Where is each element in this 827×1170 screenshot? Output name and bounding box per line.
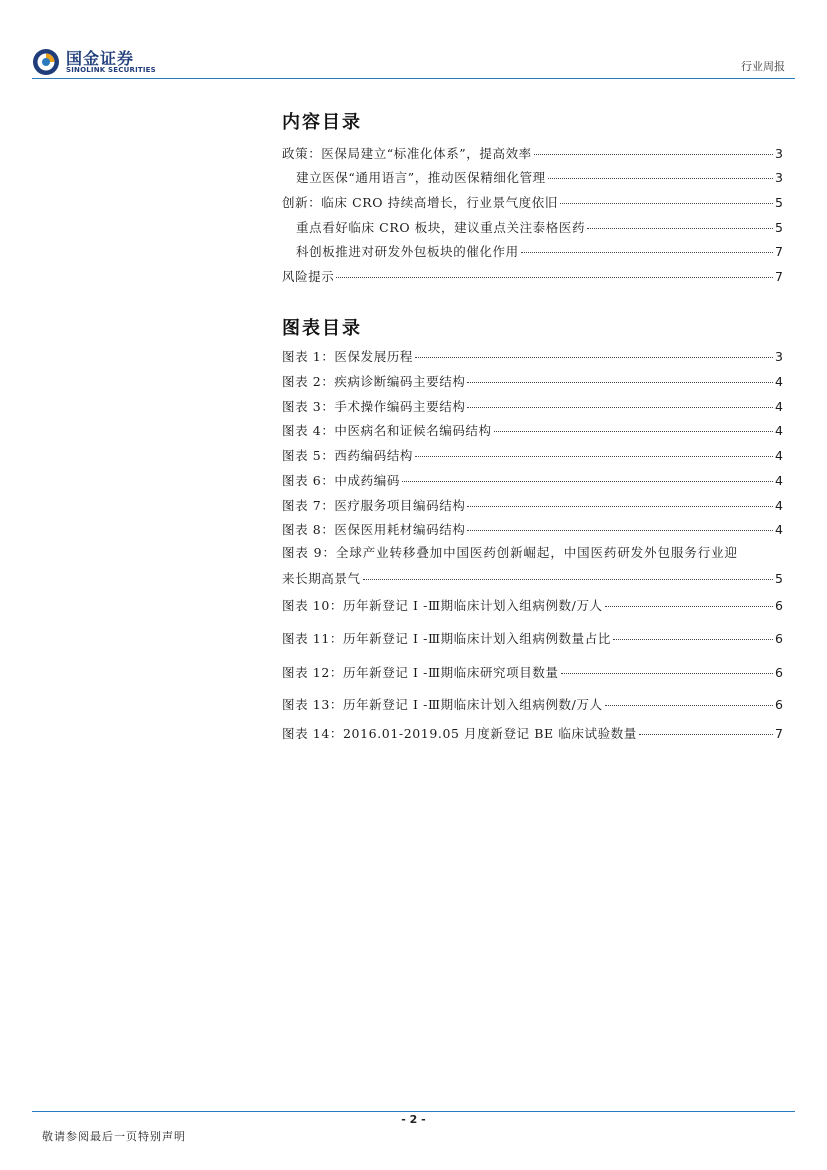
figure-item[interactable] — [282, 695, 783, 713]
toc-item-page: 7 — [775, 269, 783, 284]
leader-dots — [363, 578, 773, 580]
toc-item-label: 科创板推进对研发外包板块的催化作用 — [296, 244, 519, 259]
figure-item-label-line2: 来长期高景气 — [282, 571, 361, 586]
figure-item-page: 3 — [775, 349, 783, 364]
figure-item[interactable] — [282, 496, 783, 514]
figure-item-label: 图表 4：中医病名和证候名编码结构 — [282, 423, 492, 438]
figure-item[interactable] — [282, 663, 783, 681]
leader-dots — [560, 202, 773, 204]
leader-dots — [548, 177, 773, 179]
logo-chinese-name: 国金证券 — [66, 49, 135, 68]
toc-item-label: 风险提示 — [282, 269, 335, 284]
leader-dots — [605, 605, 773, 607]
toc-item-label: 政策：医保局建立“标准化体系”，提高效率 — [282, 146, 532, 161]
toc-item-label: 创新：临床 CRO 持续高增长，行业景气度依旧 — [282, 195, 558, 210]
leader-dots — [494, 430, 773, 432]
figure-item-label: 图表 2：疾病诊断编码主要结构 — [282, 374, 466, 389]
figure-item[interactable] — [282, 397, 783, 415]
figure-item[interactable] — [282, 347, 783, 365]
figure-item[interactable] — [282, 446, 783, 464]
figure-item-page: 4 — [775, 498, 783, 513]
leader-dots — [402, 480, 773, 482]
figure-item[interactable] — [282, 421, 783, 439]
leader-dots — [521, 251, 773, 253]
figure-item[interactable] — [282, 471, 783, 489]
figure-item-label: 图表 12：历年新登记 I -Ⅲ期临床研究项目数量 — [282, 665, 559, 680]
page-number: - 2 - — [401, 1113, 426, 1126]
figure-item-line2 — [282, 569, 783, 587]
toc-item[interactable] — [282, 193, 783, 211]
leader-dots — [467, 529, 773, 531]
leader-dots — [639, 733, 773, 735]
toc-item-page: 3 — [775, 146, 783, 161]
figure-item-label: 图表 3：手术操作编码主要结构 — [282, 399, 466, 414]
toc-item[interactable] — [296, 168, 783, 186]
figure-item-page: 4 — [775, 522, 783, 537]
figure-item-label: 图表 14：2016.01-2019.05 月度新登记 BE 临床试验数量 — [282, 726, 637, 741]
figure-item-page: 6 — [775, 598, 783, 613]
toc-item-page: 3 — [775, 170, 783, 185]
leader-dots — [467, 381, 773, 383]
figure-item[interactable] — [282, 372, 783, 390]
toc-item-label: 建立医保“通用语言”，推动医保精细化管理 — [296, 170, 546, 185]
leader-dots — [587, 227, 773, 229]
toc-item-label: 重点看好临床 CRO 板块，建议重点关注泰格医药 — [296, 220, 586, 235]
toc-item-page: 7 — [775, 244, 783, 259]
figure-item-label: 图表 8：医保医用耗材编码结构 — [282, 522, 466, 537]
figure-item-label: 图表 1：医保发展历程 — [282, 349, 414, 364]
toc-item[interactable] — [282, 267, 783, 285]
footer-divider — [32, 1111, 795, 1112]
figure-item-page: 4 — [775, 448, 783, 463]
figure-item-page: 6 — [775, 631, 783, 646]
contents-title: 内容目录 — [282, 112, 362, 133]
leader-dots — [613, 638, 773, 640]
leader-dots — [467, 505, 773, 507]
figure-item-page: 6 — [775, 665, 783, 680]
figure-item-page: 4 — [775, 374, 783, 389]
disclaimer-note: 敬请参阅最后一页特别声明 — [42, 1130, 186, 1143]
figure-item[interactable] — [282, 629, 783, 647]
figure-item-label: 图表 5：西药编码结构 — [282, 448, 414, 463]
figure-item[interactable] — [282, 724, 783, 742]
leader-dots — [605, 704, 773, 706]
toc-item-page: 5 — [775, 195, 783, 210]
figure-item-label: 图表 6：中成药编码 — [282, 473, 400, 488]
leader-dots — [415, 455, 773, 457]
logo-english-name: SINOLINK SECURITIES — [66, 66, 156, 74]
figure-item-page: 4 — [775, 399, 783, 414]
figures-title: 图表目录 — [282, 318, 362, 339]
figure-item-label-line1: 图表 9：全球产业转移叠加中国医药创新崛起，中国医药研发外包服务行业迎 — [282, 545, 738, 560]
figure-item-label: 图表 11：历年新登记 I -Ⅲ期临床计划入组病例数量占比 — [282, 631, 611, 646]
figure-item-page: 7 — [775, 726, 783, 741]
figure-item[interactable] — [282, 520, 783, 538]
logo-mark-icon — [32, 48, 60, 76]
header-divider — [32, 78, 795, 79]
toc-item[interactable] — [282, 144, 783, 162]
report-type-label: 行业周报 — [741, 60, 785, 73]
figure-item-page: 5 — [775, 571, 783, 586]
company-logo — [32, 46, 162, 78]
leader-dots — [561, 672, 774, 674]
leader-dots — [415, 356, 773, 358]
toc-item-page: 5 — [775, 220, 783, 235]
figure-item[interactable] — [282, 596, 783, 614]
figure-item-page: 6 — [775, 697, 783, 712]
leader-dots — [534, 153, 773, 155]
figure-item-page: 4 — [775, 473, 783, 488]
figure-item-label: 图表 13：历年新登记 I -Ⅲ期临床计划入组病例数/万人 — [282, 697, 603, 712]
figure-item-page: 4 — [775, 423, 783, 438]
toc-item[interactable] — [296, 218, 783, 236]
leader-dots — [336, 276, 773, 278]
toc-item[interactable] — [296, 242, 783, 260]
figure-item-label: 图表 7：医疗服务项目编码结构 — [282, 498, 466, 513]
leader-dots — [467, 406, 773, 408]
figure-item-label: 图表 10：历年新登记 I -Ⅲ期临床计划入组病例数/万人 — [282, 598, 603, 613]
